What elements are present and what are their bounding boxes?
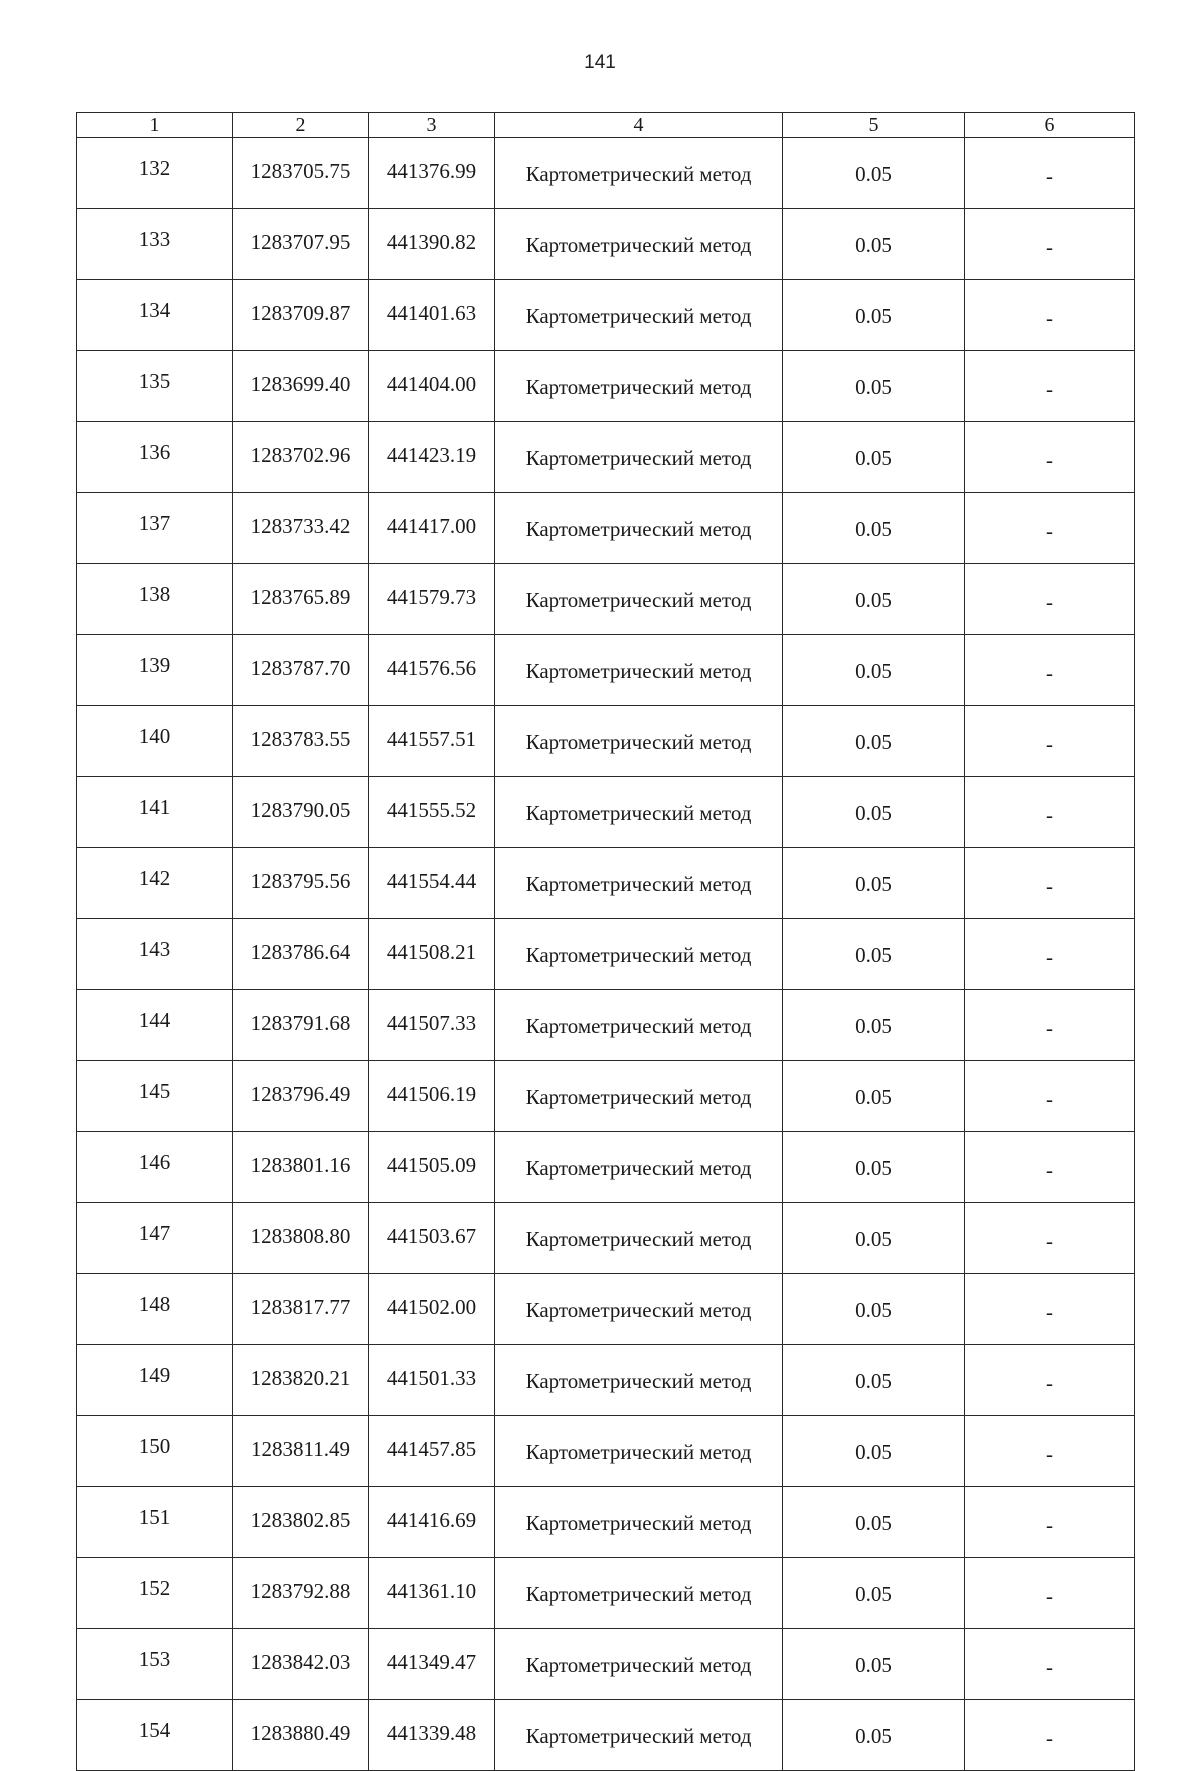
note-cell: - bbox=[965, 1345, 1135, 1416]
note-cell: - bbox=[965, 493, 1135, 564]
point-number-cell: 133 bbox=[77, 209, 233, 280]
point-number-cell: 145 bbox=[77, 1061, 233, 1132]
x-coordinate-cell: 1283709.87 bbox=[233, 280, 369, 351]
point-number-cell: 137 bbox=[77, 493, 233, 564]
table-row bbox=[77, 1132, 1135, 1203]
x-coordinate-cell: 1283790.05 bbox=[233, 777, 369, 848]
method-cell: Картометрический метод bbox=[495, 1203, 783, 1274]
x-coordinate-cell: 1283787.70 bbox=[233, 635, 369, 706]
point-number-cell: 150 bbox=[77, 1416, 233, 1487]
table-row bbox=[77, 351, 1135, 422]
table-row bbox=[77, 990, 1135, 1061]
table-row bbox=[77, 1203, 1135, 1274]
method-cell: Картометрический метод bbox=[495, 351, 783, 422]
x-coordinate-cell: 1283795.56 bbox=[233, 848, 369, 919]
accuracy-cell: 0.05 bbox=[783, 848, 965, 919]
point-number-cell: 143 bbox=[77, 919, 233, 990]
table-row bbox=[77, 1558, 1135, 1629]
method-cell: Картометрический метод bbox=[495, 990, 783, 1061]
note-cell: - bbox=[965, 1487, 1135, 1558]
x-coordinate-cell: 1283702.96 bbox=[233, 422, 369, 493]
accuracy-cell: 0.05 bbox=[783, 1345, 965, 1416]
x-coordinate-cell: 1283808.80 bbox=[233, 1203, 369, 1274]
method-cell: Картометрический метод bbox=[495, 564, 783, 635]
accuracy-cell: 0.05 bbox=[783, 1416, 965, 1487]
method-cell: Картометрический метод bbox=[495, 635, 783, 706]
x-coordinate-cell: 1283783.55 bbox=[233, 706, 369, 777]
y-coordinate-cell: 441349.47 bbox=[369, 1629, 495, 1700]
accuracy-cell: 0.05 bbox=[783, 209, 965, 280]
coordinates-table bbox=[76, 112, 1135, 1771]
x-coordinate-cell: 1283765.89 bbox=[233, 564, 369, 635]
y-coordinate-cell: 441507.33 bbox=[369, 990, 495, 1061]
header-row bbox=[77, 113, 1135, 138]
method-cell: Картометрический метод bbox=[495, 1558, 783, 1629]
method-cell: Картометрический метод bbox=[495, 1061, 783, 1132]
x-coordinate-cell: 1283820.21 bbox=[233, 1345, 369, 1416]
accuracy-cell: 0.05 bbox=[783, 280, 965, 351]
table-row bbox=[77, 1061, 1135, 1132]
method-cell: Картометрический метод bbox=[495, 1274, 783, 1345]
y-coordinate-cell: 441417.00 bbox=[369, 493, 495, 564]
x-coordinate-cell: 1283707.95 bbox=[233, 209, 369, 280]
method-cell: Картометрический метод bbox=[495, 280, 783, 351]
y-coordinate-cell: 441457.85 bbox=[369, 1416, 495, 1487]
point-number-cell: 134 bbox=[77, 280, 233, 351]
y-coordinate-cell: 441416.69 bbox=[369, 1487, 495, 1558]
x-coordinate-cell: 1283802.85 bbox=[233, 1487, 369, 1558]
y-coordinate-cell: 441506.19 bbox=[369, 1061, 495, 1132]
note-cell: - bbox=[965, 564, 1135, 635]
table-row bbox=[77, 209, 1135, 280]
accuracy-cell: 0.05 bbox=[783, 493, 965, 564]
accuracy-cell: 0.05 bbox=[783, 138, 965, 209]
accuracy-cell: 0.05 bbox=[783, 706, 965, 777]
table-row bbox=[77, 564, 1135, 635]
point-number-cell: 152 bbox=[77, 1558, 233, 1629]
note-cell: - bbox=[965, 848, 1135, 919]
accuracy-cell: 0.05 bbox=[783, 422, 965, 493]
y-coordinate-cell: 441423.19 bbox=[369, 422, 495, 493]
point-number-cell: 147 bbox=[77, 1203, 233, 1274]
method-cell: Картометрический метод bbox=[495, 493, 783, 564]
point-number-cell: 148 bbox=[77, 1274, 233, 1345]
point-number-cell: 144 bbox=[77, 990, 233, 1061]
table-body bbox=[77, 138, 1135, 1771]
method-cell: Картометрический метод bbox=[495, 1416, 783, 1487]
note-cell: - bbox=[965, 1132, 1135, 1203]
method-cell: Картометрический метод bbox=[495, 1629, 783, 1700]
accuracy-cell: 0.05 bbox=[783, 1700, 965, 1771]
accuracy-cell: 0.05 bbox=[783, 1061, 965, 1132]
column-header: 3 bbox=[369, 113, 495, 138]
point-number-cell: 135 bbox=[77, 351, 233, 422]
x-coordinate-cell: 1283817.77 bbox=[233, 1274, 369, 1345]
y-coordinate-cell: 441502.00 bbox=[369, 1274, 495, 1345]
method-cell: Картометрический метод bbox=[495, 706, 783, 777]
point-number-cell: 139 bbox=[77, 635, 233, 706]
method-cell: Картометрический метод bbox=[495, 1345, 783, 1416]
method-cell: Картометрический метод bbox=[495, 422, 783, 493]
note-cell: - bbox=[965, 777, 1135, 848]
table-row bbox=[77, 1487, 1135, 1558]
accuracy-cell: 0.05 bbox=[783, 919, 965, 990]
note-cell: - bbox=[965, 1203, 1135, 1274]
method-cell: Картометрический метод bbox=[495, 1700, 783, 1771]
point-number-cell: 154 bbox=[77, 1700, 233, 1771]
x-coordinate-cell: 1283733.42 bbox=[233, 493, 369, 564]
accuracy-cell: 0.05 bbox=[783, 1629, 965, 1700]
point-number-cell: 140 bbox=[77, 706, 233, 777]
point-number-cell: 141 bbox=[77, 777, 233, 848]
x-coordinate-cell: 1283811.49 bbox=[233, 1416, 369, 1487]
note-cell: - bbox=[965, 280, 1135, 351]
method-cell: Картометрический метод bbox=[495, 919, 783, 990]
table-row bbox=[77, 706, 1135, 777]
y-coordinate-cell: 441390.82 bbox=[369, 209, 495, 280]
table-row bbox=[77, 1274, 1135, 1345]
note-cell: - bbox=[965, 1700, 1135, 1771]
y-coordinate-cell: 441503.67 bbox=[369, 1203, 495, 1274]
table-row bbox=[77, 848, 1135, 919]
point-number-cell: 138 bbox=[77, 564, 233, 635]
y-coordinate-cell: 441404.00 bbox=[369, 351, 495, 422]
point-number-cell: 136 bbox=[77, 422, 233, 493]
accuracy-cell: 0.05 bbox=[783, 1487, 965, 1558]
table-row bbox=[77, 1345, 1135, 1416]
method-cell: Картометрический метод bbox=[495, 138, 783, 209]
y-coordinate-cell: 441376.99 bbox=[369, 138, 495, 209]
note-cell: - bbox=[965, 1558, 1135, 1629]
y-coordinate-cell: 441554.44 bbox=[369, 848, 495, 919]
note-cell: - bbox=[965, 138, 1135, 209]
accuracy-cell: 0.05 bbox=[783, 635, 965, 706]
x-coordinate-cell: 1283842.03 bbox=[233, 1629, 369, 1700]
table-row bbox=[77, 138, 1135, 209]
table-row bbox=[77, 919, 1135, 990]
y-coordinate-cell: 441505.09 bbox=[369, 1132, 495, 1203]
method-cell: Картометрический метод bbox=[495, 777, 783, 848]
accuracy-cell: 0.05 bbox=[783, 351, 965, 422]
y-coordinate-cell: 441576.56 bbox=[369, 635, 495, 706]
point-number-cell: 146 bbox=[77, 1132, 233, 1203]
table-row bbox=[77, 777, 1135, 848]
table-row bbox=[77, 1700, 1135, 1771]
y-coordinate-cell: 441508.21 bbox=[369, 919, 495, 990]
y-coordinate-cell: 441557.51 bbox=[369, 706, 495, 777]
x-coordinate-cell: 1283791.68 bbox=[233, 990, 369, 1061]
y-coordinate-cell: 441361.10 bbox=[369, 1558, 495, 1629]
table-row bbox=[77, 1416, 1135, 1487]
method-cell: Картометрический метод bbox=[495, 848, 783, 919]
accuracy-cell: 0.05 bbox=[783, 1203, 965, 1274]
accuracy-cell: 0.05 bbox=[783, 1132, 965, 1203]
column-header: 2 bbox=[233, 113, 369, 138]
column-header: 5 bbox=[783, 113, 965, 138]
column-header: 6 bbox=[965, 113, 1135, 138]
table-row bbox=[77, 280, 1135, 351]
x-coordinate-cell: 1283880.49 bbox=[233, 1700, 369, 1771]
point-number-cell: 151 bbox=[77, 1487, 233, 1558]
column-header: 1 bbox=[77, 113, 233, 138]
note-cell: - bbox=[965, 1629, 1135, 1700]
note-cell: - bbox=[965, 351, 1135, 422]
point-number-cell: 142 bbox=[77, 848, 233, 919]
note-cell: - bbox=[965, 1274, 1135, 1345]
accuracy-cell: 0.05 bbox=[783, 777, 965, 848]
note-cell: - bbox=[965, 990, 1135, 1061]
x-coordinate-cell: 1283786.64 bbox=[233, 919, 369, 990]
table-row bbox=[77, 635, 1135, 706]
point-number-cell: 132 bbox=[77, 138, 233, 209]
y-coordinate-cell: 441501.33 bbox=[369, 1345, 495, 1416]
accuracy-cell: 0.05 bbox=[783, 564, 965, 635]
method-cell: Картометрический метод bbox=[495, 1487, 783, 1558]
accuracy-cell: 0.05 bbox=[783, 1558, 965, 1629]
note-cell: - bbox=[965, 919, 1135, 990]
accuracy-cell: 0.05 bbox=[783, 1274, 965, 1345]
point-number-cell: 149 bbox=[77, 1345, 233, 1416]
page-number: 141 bbox=[584, 52, 616, 73]
note-cell: - bbox=[965, 635, 1135, 706]
x-coordinate-cell: 1283705.75 bbox=[233, 138, 369, 209]
note-cell: - bbox=[965, 1061, 1135, 1132]
y-coordinate-cell: 441339.48 bbox=[369, 1700, 495, 1771]
y-coordinate-cell: 441555.52 bbox=[369, 777, 495, 848]
x-coordinate-cell: 1283801.16 bbox=[233, 1132, 369, 1203]
note-cell: - bbox=[965, 422, 1135, 493]
method-cell: Картометрический метод bbox=[495, 1132, 783, 1203]
point-number-cell: 153 bbox=[77, 1629, 233, 1700]
x-coordinate-cell: 1283699.40 bbox=[233, 351, 369, 422]
method-cell: Картометрический метод bbox=[495, 209, 783, 280]
table-row bbox=[77, 493, 1135, 564]
table-row bbox=[77, 1629, 1135, 1700]
table-row bbox=[77, 422, 1135, 493]
y-coordinate-cell: 441579.73 bbox=[369, 564, 495, 635]
y-coordinate-cell: 441401.63 bbox=[369, 280, 495, 351]
note-cell: - bbox=[965, 1416, 1135, 1487]
x-coordinate-cell: 1283792.88 bbox=[233, 1558, 369, 1629]
note-cell: - bbox=[965, 706, 1135, 777]
x-coordinate-cell: 1283796.49 bbox=[233, 1061, 369, 1132]
column-header: 4 bbox=[495, 113, 783, 138]
accuracy-cell: 0.05 bbox=[783, 990, 965, 1061]
note-cell: - bbox=[965, 209, 1135, 280]
